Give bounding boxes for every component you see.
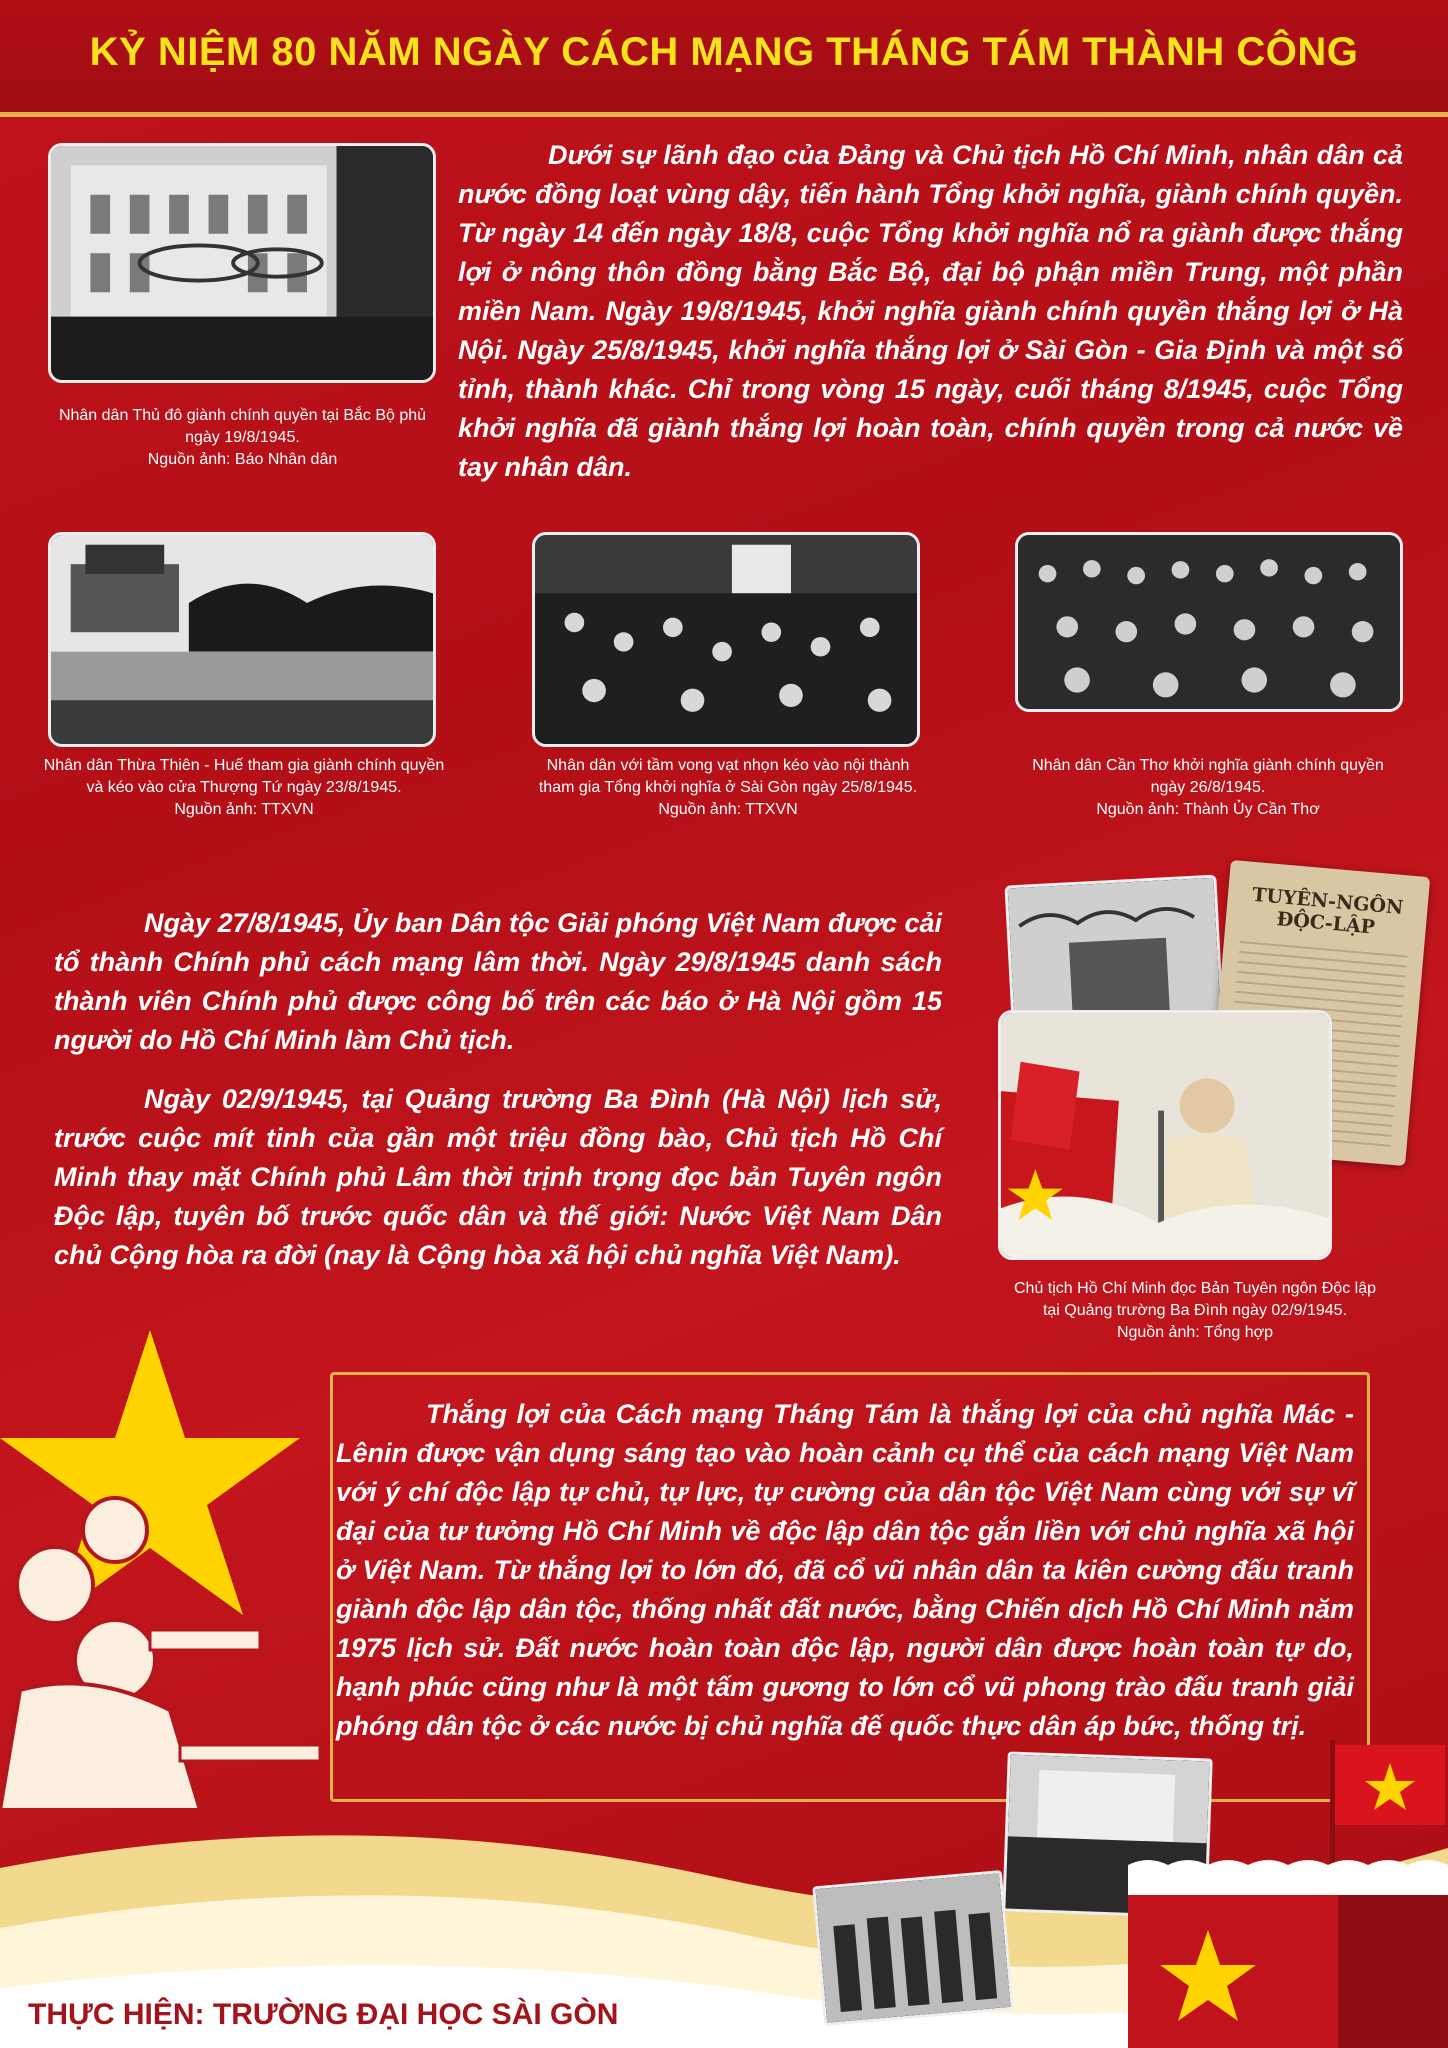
- flag-pole: [1330, 1740, 1335, 1870]
- footer-credit: THỰC HIỆN: TRƯỜNG ĐẠI HỌC SÀI GÒN: [28, 1998, 619, 2031]
- caption-line: ngày 26/8/1945.: [1150, 779, 1266, 796]
- caption-line: Nhân dân với tầm vong vạt nhọn kéo vào nội thành: [546, 757, 910, 774]
- newspaper-heading: TUYÊN-NGÔN ĐỘC-LẬP: [1251, 883, 1405, 939]
- photo-government-members: [812, 1870, 1013, 2026]
- page-title: KỶ NIỆM 80 NĂM NGÀY CÁCH MẠNG THÁNG TÁM THÀNH CÔNG: [89, 30, 1359, 74]
- government-text-block: [54, 904, 942, 1275]
- photo-hue: [48, 532, 436, 747]
- monument-illustration: [1128, 1855, 1448, 2048]
- caption-line: và kéo vào cửa Thượng Tứ ngày 23/8/1945.: [86, 779, 402, 796]
- caption-line: tại Quảng trường Ba Đình ngày 02/9/1945.: [1042, 1302, 1348, 1319]
- photo-ho-chi-minh-declaration: [998, 1010, 1332, 1260]
- intro-paragraph: Dưới sự lãnh đạo của Đảng và Chủ tịch Hồ Chí Minh, nhân dân cả nước đồng loạt vùng dậy, tiến hành Tổng khởi nghĩa, giành chính quyền. Từ ngày 14 đến ngày 18/8, cuộc Tổng khởi nghĩa nổ ra giành được thắng lợi ở nông thôn đồng bằng Bắc Bộ, đại bộ phận miền Trung, một phần miền Nam. Ngày 19/8/1945, khởi nghĩa giành chính quyền thắng lợi ở Hà Nội. Ngày 25/8/1945, khởi nghĩa thắng lợi ở Sài Gòn - Gia Định và một số tỉnh, thành khác. Chỉ trong vòng 15 ngày, cuối tháng 8/1945, cuộc Tổng khởi nghĩa đã giành thắng lợi hoàn toàn, chính quyền trong cả nước về tay nhân dân.: [458, 140, 1403, 482]
- caption-source: Nguồn ảnh: TTXVN: [174, 801, 314, 818]
- photo-caption: [40, 405, 445, 471]
- caption-line: ngày 19/8/1945.: [185, 429, 300, 446]
- caption-line: Nhân dân Thừa Thiên - Huế tham gia giành chính quyền: [43, 757, 445, 774]
- vietnam-flag: [1335, 1745, 1445, 1825]
- conclusion-paragraph: Thắng lợi của Cách mạng Tháng Tám là thắng lợi của chủ nghĩa Mác - Lênin được vận dụng sáng tạo vào hoàn cảnh cụ thể của cách mạng Việt Nam với ý chí độc lập tự chủ, tự lực, tự cường của dân tộc Việt Nam cùng với sự vĩ đại của tư tưởng Hồ Chí Minh về độc lập dân tộc gắn liền với chủ nghĩa xã hội ở Việt Nam. Từ thắng lợi to lớn đó, đã cổ vũ nhân dân ta kiên cường đấu tranh giành độc lập dân tộc, thống nhất đất nước, bằng Chiến dịch Hồ Chí Minh năm 1975 lịch sử. Đất nước hoàn toàn độc lập, người dân được hoàn toàn tự do, hạnh phúc cũng như là một tấm gương to lớn cổ vũ phong trào đấu tranh giải phóng dân tộc ở các nước bị chủ nghĩa đế quốc thực dân áp bức, thống trị.: [336, 1399, 1354, 1741]
- title-bar: [0, 0, 1448, 117]
- caption-line: Nhân dân Thủ đô giành chính quyền tại Bắc Bộ phủ: [58, 407, 427, 424]
- intro-text-block: [458, 136, 1403, 487]
- caption-line: Chủ tịch Hồ Chí Minh đọc Bản Tuyên ngôn Độc lập: [1014, 1280, 1376, 1297]
- conclusion-text-block: [336, 1395, 1354, 1746]
- flag-star-icon: [1335, 1745, 1445, 1825]
- photo-sai-gon: [532, 532, 920, 747]
- photo-can-tho: [1015, 532, 1403, 712]
- soldiers-illustration: [0, 1490, 330, 1810]
- photo-caption: [508, 755, 948, 821]
- declaration-paragraph: Ngày 02/9/1945, tại Quảng trường Ba Đình (Hà Nội) lịch sử, trước cuộc mít tinh của gần một triệu đồng bào, Chủ tịch Hồ Chí Minh thay mặt Chính phủ Lâm thời trịnh trọng đọc bản Tuyên ngôn Độc lập, tuyên bố trước quốc dân và thế giới: Nước Việt Nam Dân chủ Cộng hòa ra đời (nay là Cộng hòa xã hội chủ nghĩa Việt Nam).: [54, 1084, 942, 1270]
- caption-source: Nguồn ảnh: Thành Ủy Cần Thơ: [1096, 801, 1320, 818]
- photo-bac-bo-phu: [48, 143, 436, 383]
- photo-caption: [988, 755, 1428, 821]
- caption-source: Nguồn ảnh: Tổng hợp: [1116, 1324, 1274, 1341]
- caption-line: tham gia Tổng khởi nghĩa ở Sài Gòn ngày 25/8/1945.: [538, 779, 918, 796]
- government-paragraph: Ngày 27/8/1945, Ủy ban Dân tộc Giải phóng Việt Nam được cải tổ thành Chính phủ cách mạng lâm thời. Ngày 29/8/1945 danh sách thành viên Chính phủ được công bố trên các báo ở Hà Nội gồm 15 người do Hồ Chí Minh làm Chủ tịch.: [54, 908, 942, 1055]
- photo-caption: [24, 755, 464, 821]
- photo-ba-dinh-stage: [1004, 875, 1223, 1026]
- photo-caption: [975, 1278, 1415, 1344]
- caption-source: Nguồn ảnh: Báo Nhân dân: [147, 451, 338, 468]
- caption-source: Nguồn ảnh: TTXVN: [658, 801, 798, 818]
- caption-line: Nhân dân Cần Thơ khởi nghĩa giành chính quyền: [1032, 757, 1384, 774]
